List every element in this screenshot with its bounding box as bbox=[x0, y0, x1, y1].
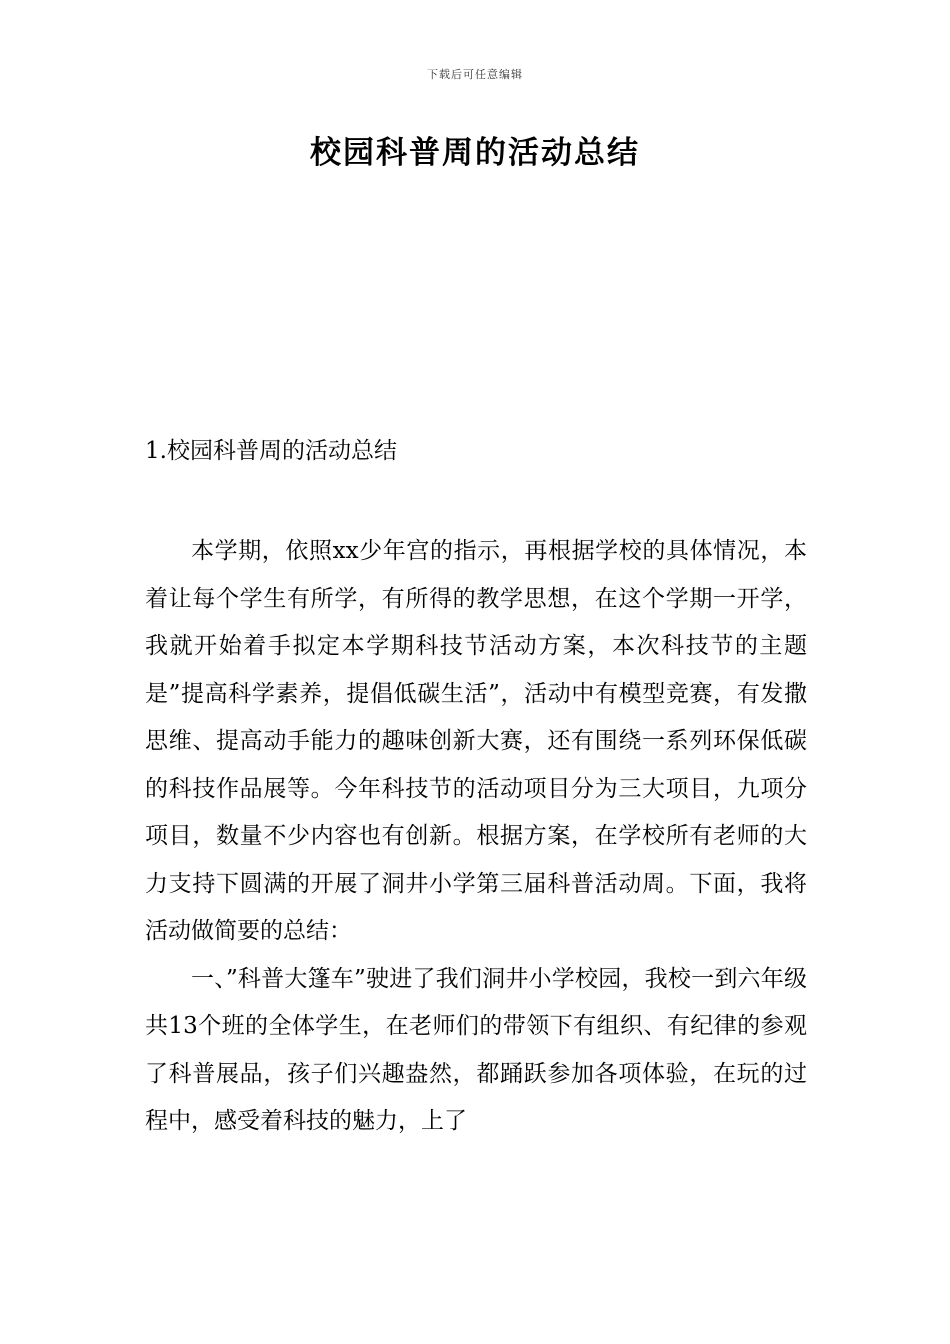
header-note: 下载后可任意编辑 bbox=[427, 68, 523, 81]
paragraph-1: 本学期，依照xx少年宫的指示，再根据学校的具体情况，本着让每个学生有所学，有所得的教学思想，在这个学期一开学，我就开始着手拟定本学期科技节活动方案，本次科技节的主题是”提高科学素养，提倡低碳生活”，活动中有模型竞赛，有发撒思维、提高动手能力的趣味创新大赛，还有围绕一系列环保低碳的科技作品展等。今年科技节的活动项目分为三大项目，九项分项目，数量不少内容也有创新。根据方案，在学校所有老师的大力支持下圆满的开展了洞井小学第三届科普活动周。下面，我将活动做简要的总结： bbox=[145, 538, 807, 944]
paragraph-2: 一、”科普大篷车”驶进了我们洞井小学校园，我校一到六年级共13个班的全体学生，在老师们的带领下有组织、有纪律的参观了科普展品，孩子们兴趣盎然，都踊跃参加各项体验，在玩的过程中，感受着科技的魅力，上了 bbox=[145, 965, 807, 1134]
section-heading: 1.校园科普周的活动总结 bbox=[145, 438, 397, 464]
document-title: 校园科普周的活动总结 bbox=[310, 135, 640, 171]
body-text bbox=[145, 528, 807, 1146]
